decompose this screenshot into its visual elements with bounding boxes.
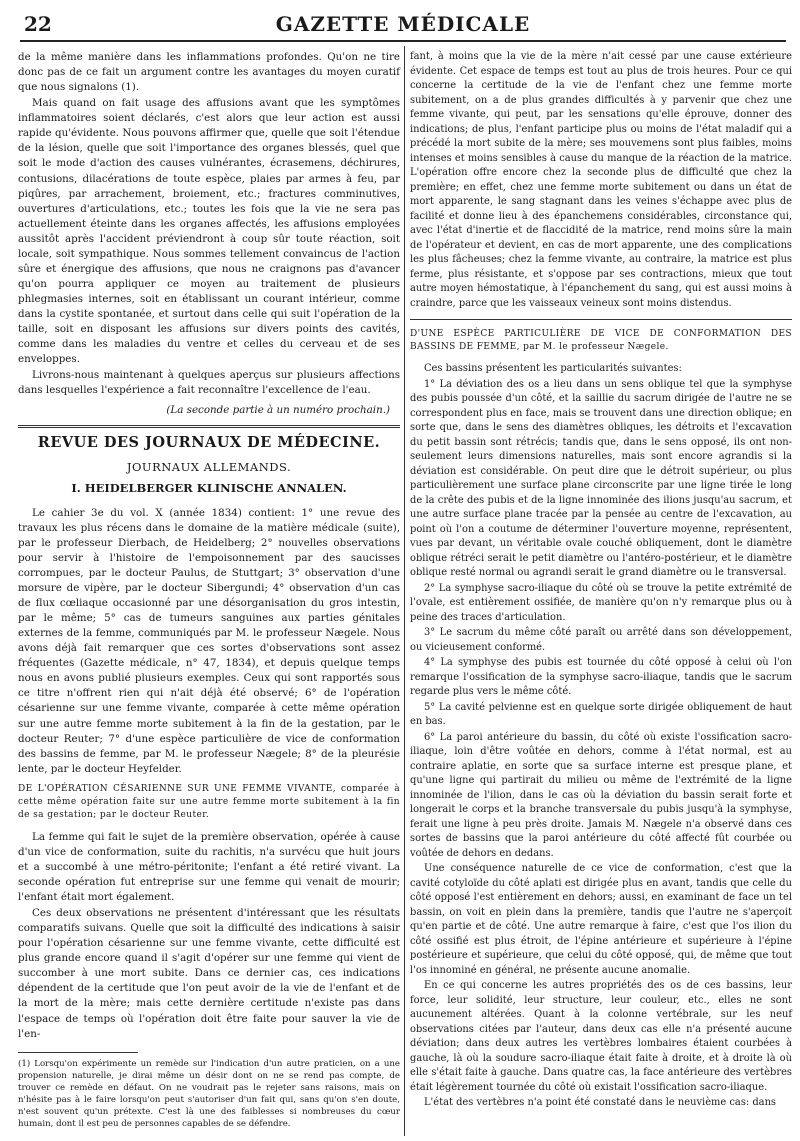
section-title: REVUE DES JOURNAUX DE MÉDECINE.: [37, 433, 381, 451]
left-column: [18, 50, 400, 1130]
paragraph: Livrons-nous maintenant à quelques aperçus sur plusieurs affections dans lesquelles l'expérience a fait reconnaître l'excellence de l'eau.: [18, 369, 400, 397]
page-number: 22: [24, 12, 52, 36]
subsection-title: JOURNAUX ALLEMANDS.: [126, 459, 292, 474]
paragraph: de la même manière dans les inflammations profondes. Qu'on ne tire donc pas de ce fait un argument contre les avantages du moyen curatif que nous signalons (1).: [18, 51, 400, 94]
journal-heading: I. HEIDELBERGER KLINISCHE ANNALEN.: [71, 480, 347, 495]
paragraph: 4° La symphyse des pubis est tournée du côté opposé à celui où l'on remarque l'ossification de la symphyse sacro-iliaque, tandis que le sacrum regarde plus vers le même côté.: [410, 657, 792, 697]
paragraph: 6° La paroi antérieure du bassin, du côté où existe l'ossification sacro-iliaque, loin d'être voûtée en dehors, comme à l'état normal, est au contraire aplatie, en sorte que sa surface interne est presque plane, et qu'une ligne qui partirait du milieu ou même de l'extrémité de la ligne innominée de l'ilion, dans le cas où la déviation du bassin serait forte et longerait le corps et la branche transversale du pubis jusqu'à la symphyse, ferait une ligne à peu près droite. Jamais M. Nægele n'a observé dans ces sortes de bassins que la paroi antérieure du côté affecté fût courbée ou voûtée de dehors en dedans.: [410, 731, 792, 859]
footnote-divider: [18, 1052, 138, 1053]
paragraph: Ces deux observations ne présentent d'intéressant que les résultats comparatifs suivans. Quelle que soit la difficulté des indications à saisir pour l'opération césarienne sur une femme vivante, cette difficulté est plus grande encore quand il s'agit d'opérer sur une femme qui vient de succomber à une mort subite. Dans ce dernier cas, ces indications dépendent de la certitude que l'on peut avoir de la vie de l'enfant et de la mort de la mère; mais cette dernière certitude n'existe pas dans l'espace de temps où l'opération doit être faite pour sauver la vie de l'en-: [18, 907, 400, 1040]
footnote: (1) Lorsqu'on expérimente un remède sur l'indication d'un autre praticien, on a une propension naturelle, je dirai même un désir dont on ne se rend pas compte, de trouver ce remède en défaut. On ne voudrait pas le rejeter sans raisons, mais on n'hésite pas à le faire lorsqu'on peut s'autoriser d'un fait qui, sans qu'on s'en doute, n'est souvent qu'un prétexte. C'est là une des faiblesses si nombreuses du cœur humain, dont il est peu de personnes capables de se défendre.: [18, 1058, 400, 1129]
section-divider: [18, 425, 400, 428]
paragraph: Une conséquence naturelle de ce vice de conformation, c'est que la cavité cotyloïde du côté aplati est dirigée plus en avant, tandis que celle du côté opposé l'est entièrement en dehors; aussi, en examinant de face un tel bassin, on voit en plein dans la première, tandis que l'autre ne s'aperçoit qu'en partie et de côté. Une autre remarque à faire, c'est que l'os ilion du côté ossifié est plus étroit, de l'épine antérieure et supérieure à l'épine postérieure et supérieure, que celui du côté opposé, qui, de même que tout l'os innominé en général, ne présente aucune anomalie.: [410, 863, 792, 976]
paragraph: En ce qui concerne les autres propriétés des os de ces bassins, leur force, leur solidité, leur structure, leur couleur, etc., elles ne sont aucunement altérées. Quant à la colonne vertébrale, sur les neuf observations citées par l'auteur, dans deux cas elle n'a présenté aucune déviation; dans deux autres les vertèbres lombaires étaient courbées à gauche, là où la soudure sacro-iliaque était faite à droite, et à droite là où elle s'était faite à gauche. Dans quatre cas, la face antérieure des vertèbres était légèrement tournée du côté où existait l'ossification sacro-iliaque.: [410, 980, 792, 1093]
continuation-note: (La seconde partie à un numéro prochain.): [166, 404, 390, 417]
paragraph: fant, à moins que la vie de la mère n'ait cessé par une cause extérieure évidente. Cet espace de temps est tout au plus de trois heures. Pour ce qui concerne la certitude de la vie de l'enfant chez une femme morte subitement, on a de plus grandes difficultés à y parvenir que chez une femme vivante, qui peut, par les sensations qu'elle éprouve, donner des indications; de plus, l'enfant participe plus ou moins de l'état maladif qui a précédé la mort subite de la mère; ses mouvemens sont plus faibles, moins intenses et moins sensibles à cause du manque de la réaction de la matrice. L'opération offre encore chez la seconde plus de difficulté que chez la première; en effet, chez une femme morte subitement ou dans un état de mort apparente, le sang stagnant dans les veines s'échappe avec plus de facilité et donne lieu à des épanchemens considérables, circonstance qui, avec l'état d'inertie et de flaccidité de la matrice, rend moins sûre la main de l'opérateur et devient, en cas de mort apparente, une des complications les plus fâcheuses; chez la femme vivante, au contraire, la matrice est plus ferme, plus résistante, et s'oppose par ses contractions, mieux que tout autre moyen hémostatique, à l'épanchement du sang, qui est aussi moins à craindre, parce que les vaisseaux veineux sont moins distendus.: [410, 51, 792, 309]
paragraph: 2° La symphyse sacro-iliaque du côté où se trouve la petite extrémité de l'ovale, est entièrement ossifiée, de manière qu'on n'y remarque plus ou à peine des traces d'articulation.: [410, 582, 792, 623]
column-divider: [404, 46, 405, 1136]
right-column: [410, 50, 792, 1112]
paragraph: Mais quand on fait usage des affusions avant que les symptômes inflammatoires soient déclarés, c'est alors que leur action est aussi rapide qu'évidente. Nous pouvons affirmer que, quelle que soit l'étendue de la lésion, quelle que soit l'importance des organes blessés, quel que soit le mode d'action des causes vulnérantes, écrasemens, déchirures, contusions, dilacérations de toute espèce, plaies par armes à feu, par piqûres, par arrachement, broiement, etc.; fractures comminutives, ouvertures d'articulations, etc.; toutes les fois que la vie ne sera pas actuellement éteinte dans les organes affectés, les affusions employées aussitôt après l'accident préviendront à coup sûr toute réaction, soit locale, soit sympathique. Nous sommes tellement convaincus de l'action sûre et énergique des affusions, que nous ne craignons pas d'avancer qu'on pourra appliquer ce moyen au traitement de plusieurs phlegmasies internes, soit en établissant un courant intérieur, comme dans la cystite spontanée, et surtout dans celle qui suit l'opération de la taille, soit en disposant les affusions sur divers points des cavités, comme dans les maladies du ventre et celles du cerveau et de ses enveloppes.: [18, 97, 400, 366]
paragraph: La femme qui fait le sujet de la première observation, opérée à cause d'un vice de conformation, suite du rachitis, n'a survécu que huit jours et a succombé à une métro-péritonite; l'enfant a été retiré vivant. La seconde opération fut entreprise sur une femme qui venait de mourir; l'enfant était mort également.: [18, 830, 400, 903]
article-divider: [410, 319, 792, 320]
paragraph: Le cahier 3e du vol. X (année 1834) contient: 1° une revue des travaux les plus récens dans le domaine de la matière médicale (suite), par le professeur Dierbach, de Heidelberg; 2° nouvelles observations pour servir à l'histoire de l'empoisonnement par des saucisses corrompues, par le docteur Paulus, de Stuttgart; 3° observation d'une morsure de vipère, par le docteur Sibergundi; 4° observation d'un cas de flux cœliaque occasionné par une désorganisation du gros intestin, par le même; 5° cas de tumeurs sanguines aux parties génitales externes de la femme, communiqués par M. le professeur Nægele. Nous avons déjà fait remarquer que ces sortes d'observations sont assez fréquentes (Gazette médicale, n° 47, 1834), et depuis quelque temps nous en avons publié plusieurs exemples. Ceux qui sont rapportés sous ce titre n'offrent rien qui n'ait déjà été observé; 6° de l'opération césarienne sur une femme vivante, comparée à cette même opération sur une autre femme morte subitement à la fin de la gestation, par le docteur Reuter; 7° d'une espèce particulière de vice de conformation des bassins de femme, par M. le professeur Nægele; 8° de la pleurésie lente, par le docteur Heyfelder.: [18, 506, 400, 775]
paragraph: 5° La cavité pelvienne est en quelque sorte dirigée obliquement de haut en bas.: [410, 701, 792, 727]
paragraph: 1° La déviation des os a lieu dans un sens oblique tel que la symphyse des pubis poussée d'un côté, et la saillie du sacrum dirigée de l'autre ne se correspondent plus en face, mais se trouvent dans une direction oblique; en sorte que, dans le sens des diamètres obliques, les détroits et l'excavation du petit bassin sont rétrécis; tandis que, dans le sens opposé, ils ont non-seulement leurs dimensions naturelles, mais sont encore agrandis si la déviation est considérable. On peut dire que le détroit supérieur, ou plus particulièrement une surface plane circonscrite par une ligne tirée le long de la crête des pubis et de la ligne innominée des ilions jusqu'au sacrum, et une autre surface plane tracée par la pensée au centre de l'excavation, au point où l'on a coutume de déterminer l'ouverture moyenne, représentent, vues par devant, un véritable ovale couché obliquement, dont le diamètre oblique rétréci serait le petit diamètre ou l'antéro-postérieur, et le diamètre oblique resté normal ou agrandi serait le grand diamètre ou le transversal.: [410, 378, 792, 578]
article-heading: D'UNE ESPÈCE PARTICULIÈRE DE VICE DE CONFORMATION DES BASSINS DE FEMME, par M. le professeur Nægele.: [410, 329, 792, 352]
article-heading: DE L'OPÉRATION CÉSARIENNE SUR UNE FEMME VIVANTE, comparée à cette même opération faite sur une autre femme morte subitement à la fin de sa gestation; par le docteur Reuter.: [18, 783, 400, 820]
paragraph: Ces bassins présentent les particularités suivantes:: [424, 363, 682, 374]
paragraph: 3° Le sacrum du même côté paraît ou arrêté dans son développement, ou vicieusement conformé.: [410, 627, 792, 653]
paragraph: L'état des vertèbres n'a point été constaté dans le neuvième cas: dans: [424, 1097, 776, 1108]
journal-title: GAZETTE MÉDICALE: [275, 12, 531, 36]
page-header: [20, 10, 786, 42]
